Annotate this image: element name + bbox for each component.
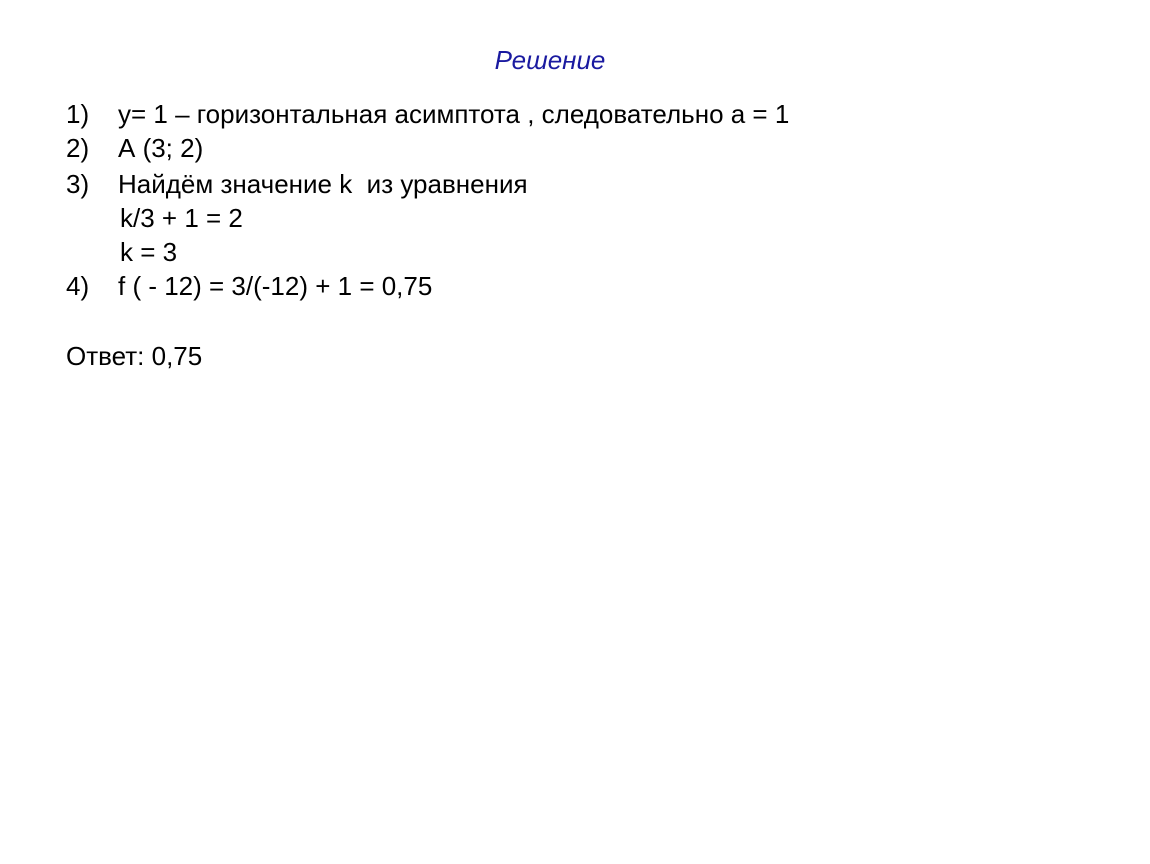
answer-line: Ответ: 0,75: [66, 341, 203, 371]
step-text: y= 1 – горизонтальная асимптота , следовательно а = 1: [118, 99, 790, 129]
equation-line: k/3 + 1 = 2: [120, 203, 243, 233]
slide-title: Решение: [494, 45, 606, 75]
step-number: 3): [66, 169, 90, 199]
equation-result-line: k = 3: [120, 237, 178, 267]
step-text: f ( - 12) = 3/(-12) + 1 = 0,75: [118, 271, 433, 301]
step-number: 4): [66, 271, 90, 301]
step-text: Найдём значение k из уравнения: [118, 169, 528, 199]
step-number: 1): [66, 99, 90, 129]
step-text: А (3; 2): [118, 133, 204, 163]
step-number: 2): [66, 133, 90, 163]
